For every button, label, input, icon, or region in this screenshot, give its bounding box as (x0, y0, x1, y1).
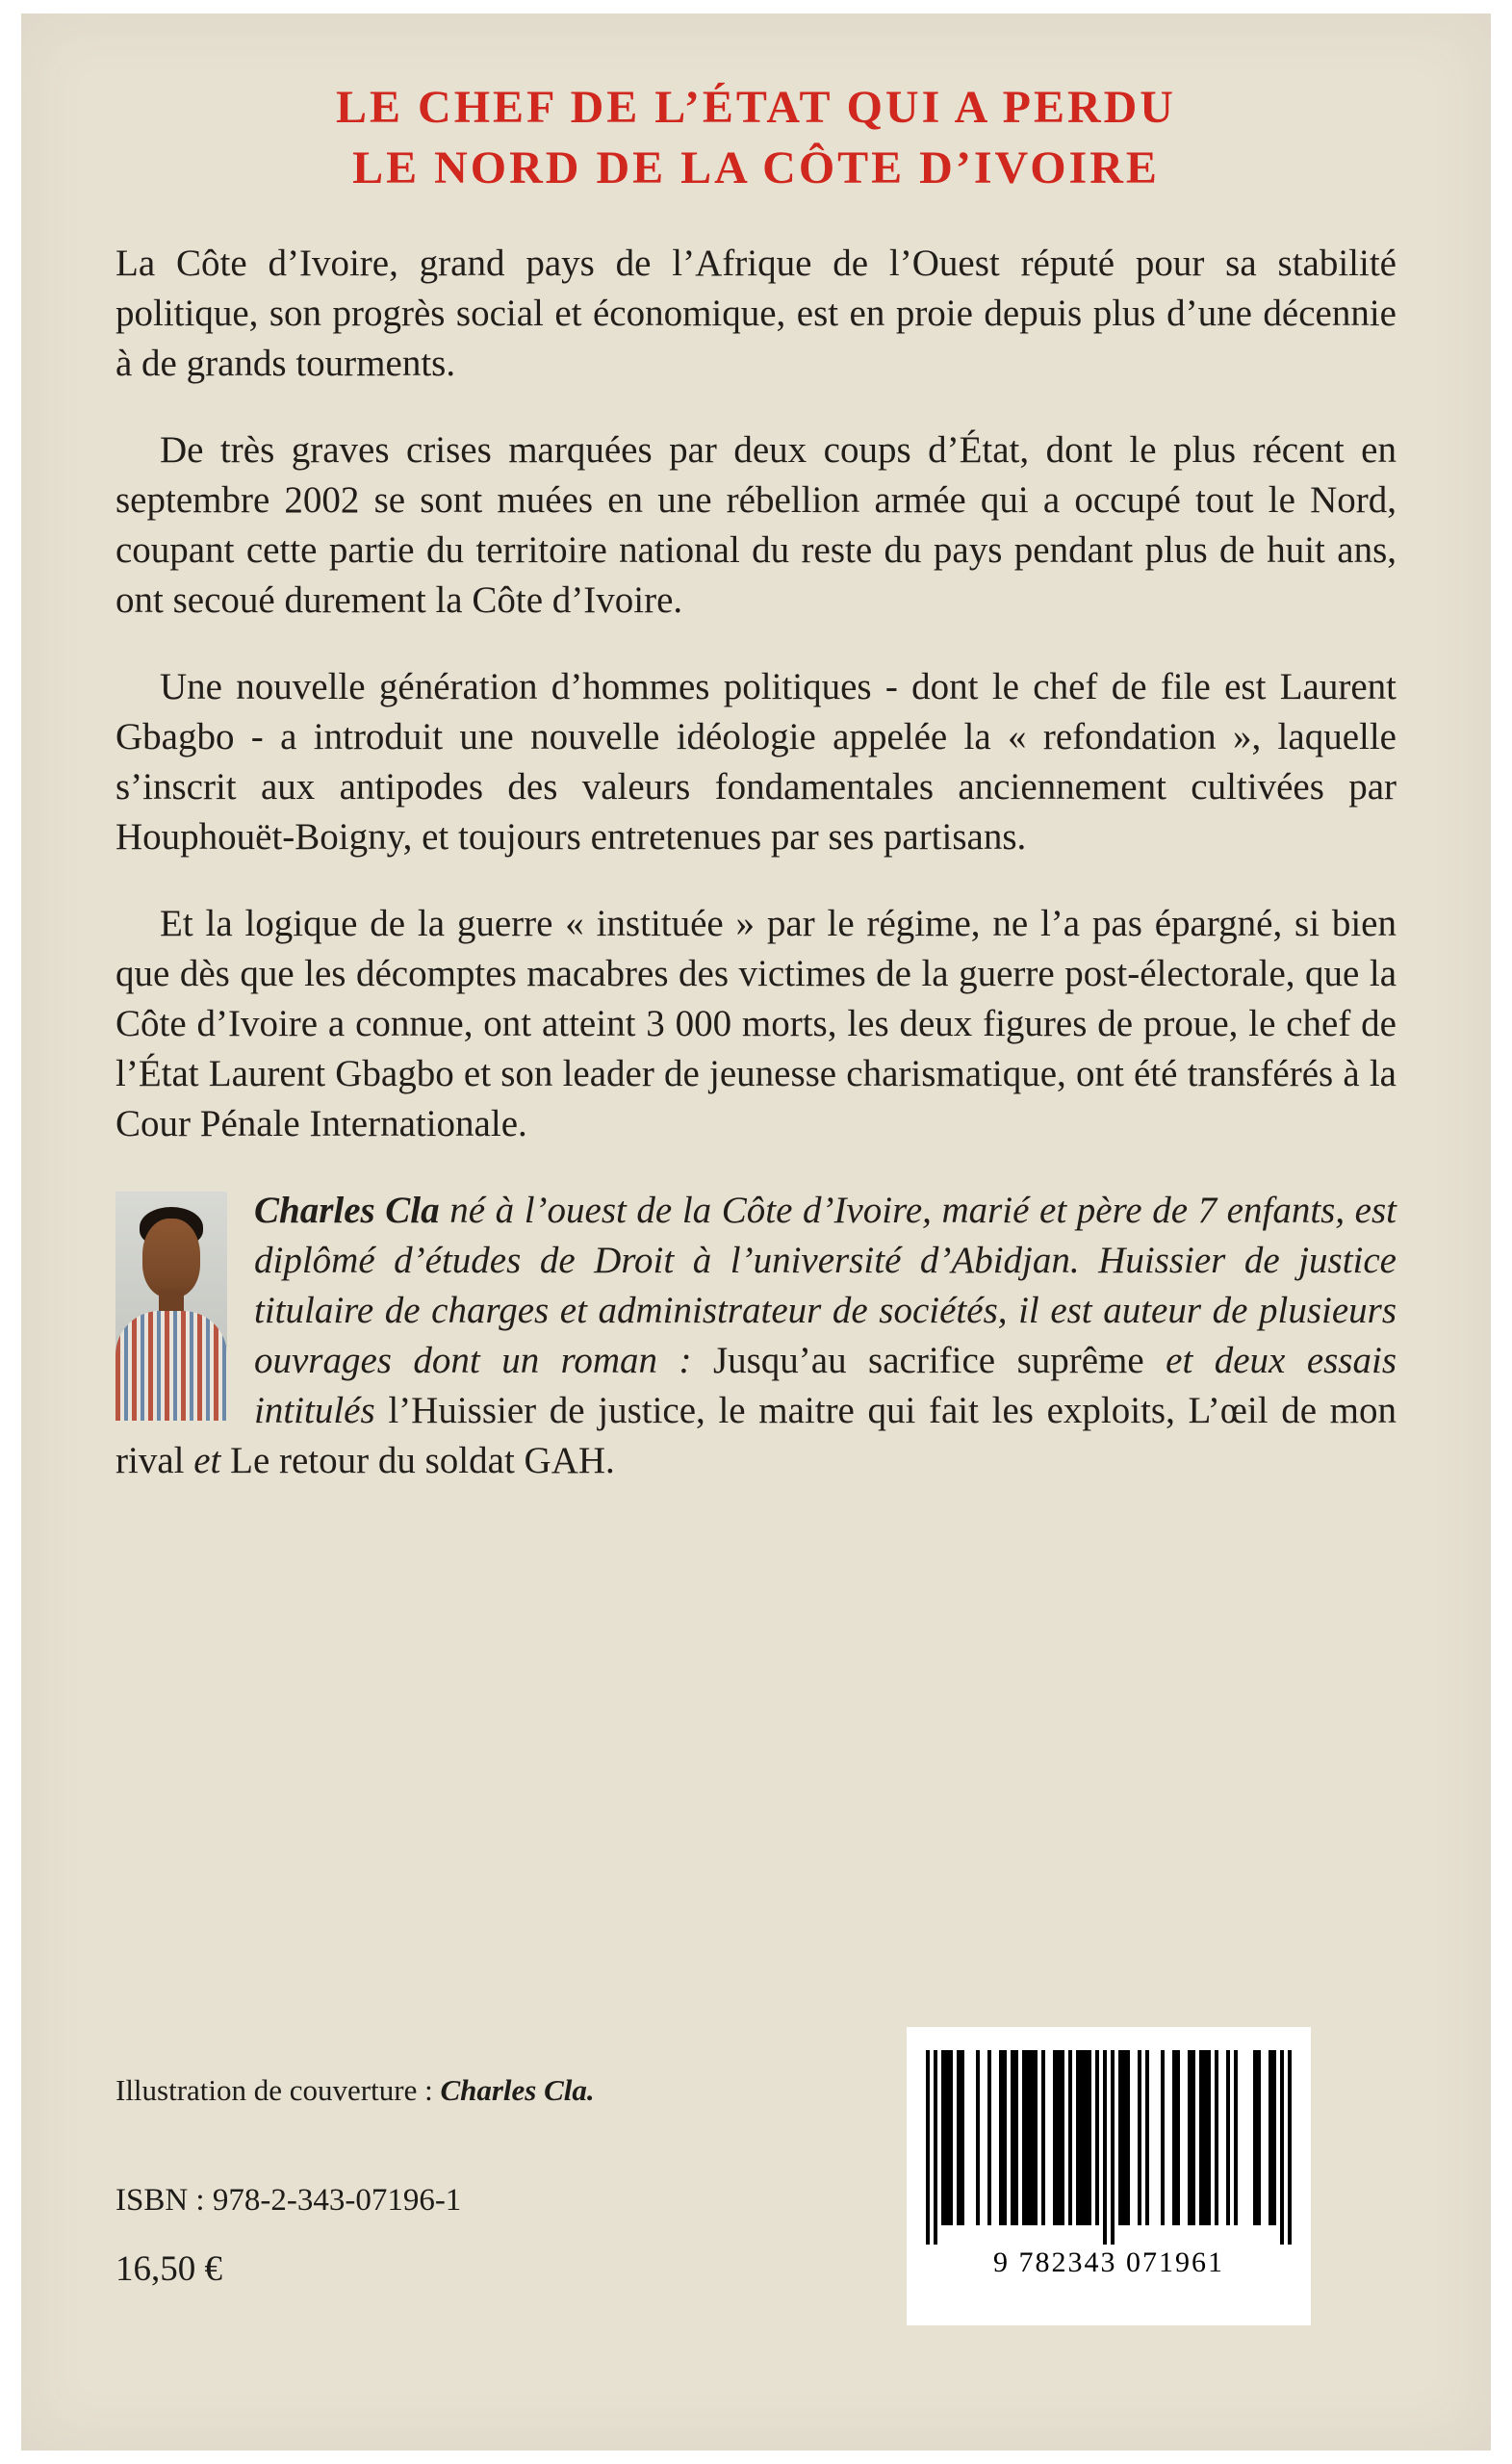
bio-text-3: et (184, 1440, 231, 1481)
illustration-credit-name: Charles Cla. (440, 2073, 595, 2107)
illustration-credit (115, 2073, 595, 2108)
synopsis-paragraph-2: De très graves crises marquées par deux coups d’État, dont le plus récent en septembre 2002 se sont muées en une rébellion armée qui a occupé tout le Nord, coupant cette partie du territoire national du reste du pays pendant plus de huit ans, ont secoué durement la Côte d’Ivoire. (115, 429, 1397, 621)
barcode-digits: 9 782343 071961 (993, 2246, 1224, 2278)
price-text: 16,50 € (115, 2249, 222, 2289)
back-cover-panel (21, 13, 1491, 2451)
author-name: Charles Cla (254, 1190, 440, 1231)
bio-book-title-2: l’Huissier de justice, le maitre qui fait les exploits, L’œil de mon rival (115, 1390, 1397, 1481)
cover-title-line-1: LE CHEF DE L’ÉTAT QUI A PERDU (336, 82, 1176, 133)
bio-text-1: né à l’ouest de la Côte d’Ivoire, marié et père de 7 enfants, est diplômé d’études de Droit à l’université d’Abidjan. Huissier de justice titulaire de charges et administrateur de sociétés, il est auteur de plusieurs ouvrages dont un roman : (254, 1190, 1397, 1381)
illustration-credit-label: Illustration de couverture : (115, 2073, 441, 2107)
bio-text-2: et deux essais intitulés (254, 1340, 1397, 1431)
author-photo (115, 1192, 227, 1421)
author-bio (115, 1186, 1397, 1486)
cover-title-line-2: LE NORD DE LA CÔTE D’IVOIRE (352, 142, 1160, 193)
cover-title (115, 77, 1397, 198)
cover-text-column (21, 13, 1491, 1486)
synopsis-paragraph-4: Et la logique de la guerre « instituée » par le régime, ne l’a pas épargné, si bien que dès que les décomptes macabres des victimes de la guerre post-électorale, que la Côte d’Ivoire a connue, ont atteint 3 000 morts, les deux figures de proue, le chef de l’État Laurent Gbagbo et son leader de jeunesse charismatique, ont été transférés à la Cour Pénale Internationale. (115, 903, 1397, 1144)
bio-book-title-3: Le retour du soldat GAH. (230, 1440, 615, 1481)
synopsis-paragraph-1: La Côte d’Ivoire, grand pays de l’Afrique de l’Ouest réputé pour sa stabilité politique, son progrès social et économique, est en proie depuis plus d’une décennie à de grands tourments. (115, 243, 1397, 384)
synopsis-paragraph-3: Une nouvelle génération d’hommes politiques - dont le chef de file est Laurent Gbagbo - a introduit une nouvelle idéologie appelée la « refondation », laquelle s’inscrit aux antipodes des valeurs fondamentales anciennement cultivées par Houphouët-Boigny, et toujours entretenues par ses partisans. (115, 666, 1397, 858)
barcode-bars (926, 2050, 1292, 2245)
barcode-box (907, 2027, 1311, 2325)
photo-striped-shirt-shape (115, 1311, 227, 1421)
bio-book-title-1: Jusqu’au sacrifice suprême (712, 1340, 1144, 1381)
photo-face-shape (142, 1219, 200, 1297)
isbn-text: ISBN : 978-2-343-07196-1 (115, 2183, 462, 2218)
